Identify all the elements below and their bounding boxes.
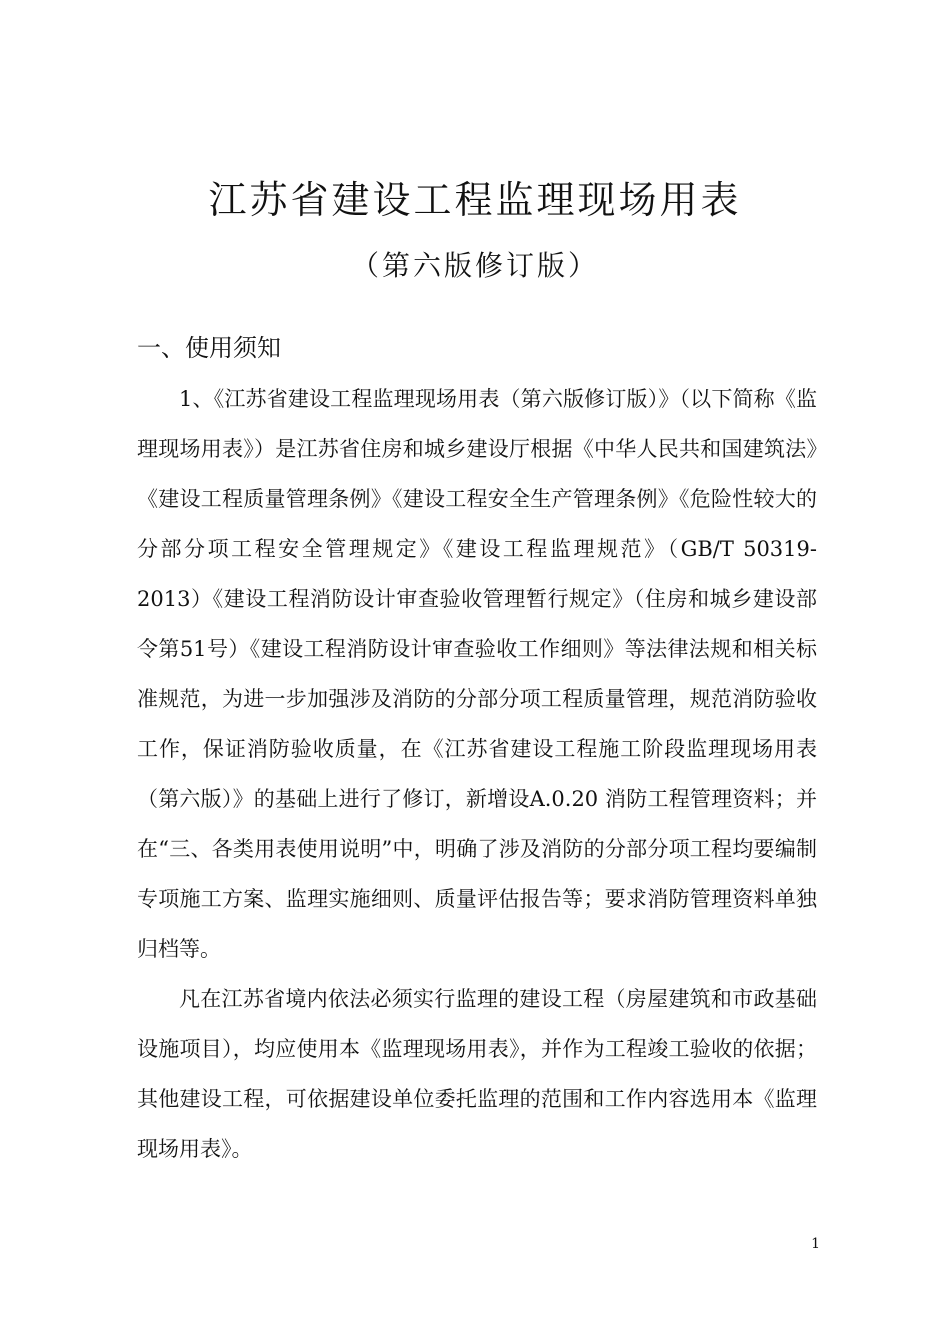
body-paragraph-1: 1、《江苏省建设工程监理现场用表（第六版修订版）》（以下简称《监理现场用表》）是江苏省住房和城乡建设厅根据《中华人民共和国建筑法》《建设工程质量管理条例》《建设工程安全生产管理条例》《危险性较大的分部分项工程安全管理规定》《建设工程监理规范》（GB/T 50319-2013）《建设工程消防设计审查验收管理暂行规定》（住房和城乡建设部令第51号）《建设工程消防设计审查验收工作细则》等法律法规和相关标准规范，为进一步加强涉及消防的分部分项工程质量管理，规范消防验收工作，保证消防验收质量，在《江苏省建设工程施工阶段监理现场用表（第六版）》的基础上进行了修订，新增设A.0.20 消防工程管理资料；并在“三、各类用表使用说明”中，明确了涉及消防的分部分项工程均要编制专项施工方案、监理实施细则、质量评估报告等；要求消防管理资料单独归档等。 xyxy=(137,387,817,961)
section-heading: 一、使用须知 xyxy=(137,334,281,362)
page-number: 1 xyxy=(811,1236,820,1252)
document-title: 江苏省建设工程监理现场用表 xyxy=(208,178,742,222)
document-subtitle: （第六版修订版） xyxy=(350,249,599,282)
body-paragraph-2: 凡在江苏省境内依法必须实行监理的建设工程（房屋建筑和市政基础设施项目），均应使用本《监理现场用表》，并作为工程竣工验收的依据；其他建设工程，可依据建设单位委托监理的范围和工作内容选用本《监理现场用表》。 xyxy=(137,987,817,1161)
